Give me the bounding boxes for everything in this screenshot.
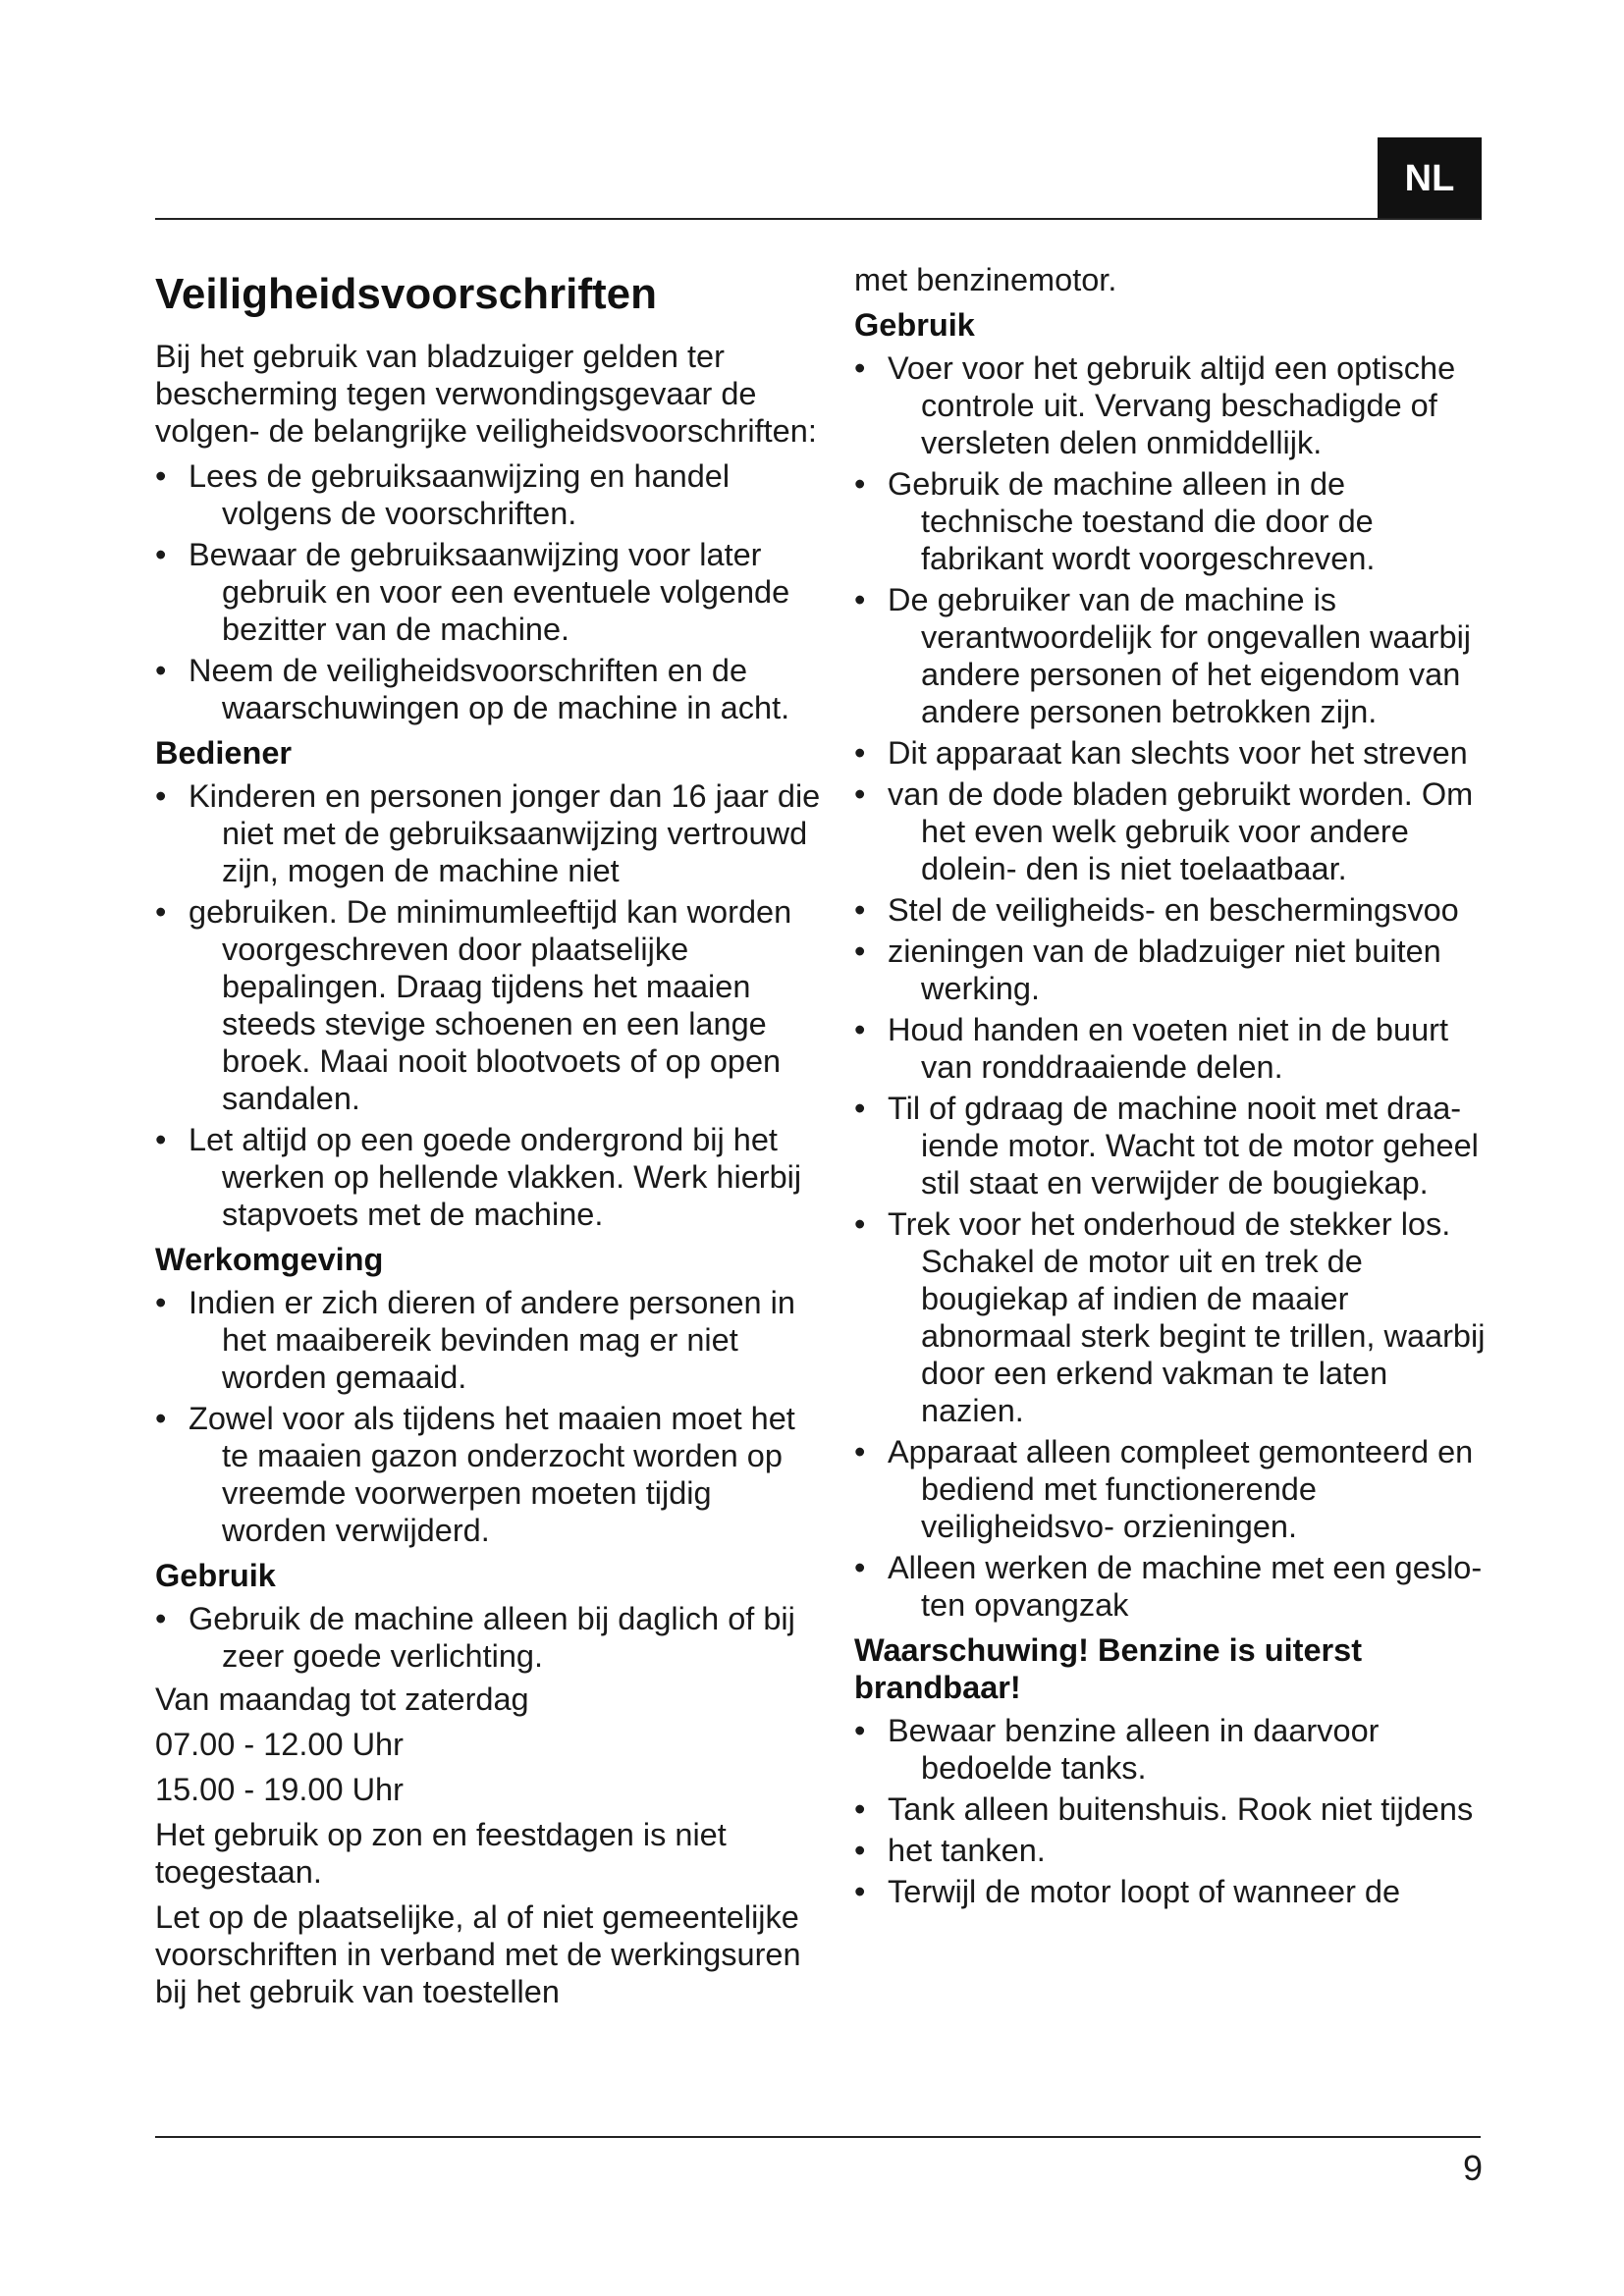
list-item: • van de dode bladen gebruikt worden. Om het even welk gebruik voor andere dolein- den is niet toelaatbaar. xyxy=(854,775,1492,887)
list-item: • Houd handen en voeten niet in de buurt van ronddraaiende delen. xyxy=(854,1011,1492,1086)
list-item: • Voer voor het gebruik altijd een optische controle uit. Vervang beschadigde of versleten delen onmiddellijk. xyxy=(854,349,1492,461)
list-item: • Neem de veiligheidsvoorschriften en de waarschuwingen op de machine in acht. xyxy=(155,652,823,726)
page-number: 9 xyxy=(1462,2148,1483,2188)
list-item: • Terwijl de motor loopt of wanneer de xyxy=(854,1873,1492,1910)
intro-paragraph: Bij het gebruik van bladzuiger gelden ter bescherming tegen verwondingsgevaar de volgen- de belangrijke veiligheidsvoorschriften: xyxy=(155,339,817,449)
hours-morning: 07.00 - 12.00 Uhr xyxy=(155,1727,404,1762)
list-item: • het tanken. xyxy=(854,1832,1492,1869)
section-heading-gebruik: Gebruik xyxy=(155,1558,276,1593)
hours-label: Van maandag tot zaterdag xyxy=(155,1682,529,1717)
list-item: • Dit apparaat kan slechts voor het streven xyxy=(854,734,1492,772)
list-item: • Gebruik de machine alleen bij daglich of bij zeer goede verlichting. xyxy=(155,1600,823,1675)
list-item: • Kinderen en personen jonger dan 16 jaar die niet met de gebruiksaanwijzing vertrouwd zijn, mogen de machine niet xyxy=(155,777,823,889)
list-item: • Bewaar benzine alleen in daarvoor bedoelde tanks. xyxy=(854,1712,1492,1787)
hours-afternoon: 15.00 - 19.00 Uhr xyxy=(155,1772,404,1807)
list-item: • Apparaat alleen compleet gemonteerd en bediend met functionerende veiligheidsvo- orzieningen. xyxy=(854,1433,1492,1545)
page-title: Veiligheidsvoorschriften xyxy=(155,270,658,318)
list-item: • Gebruik de machine alleen in de technische toestand die door de fabrikant wordt voorgeschreven. xyxy=(854,465,1492,577)
section-heading-gebruik: Gebruik xyxy=(854,307,975,343)
header-rule xyxy=(155,218,1481,220)
section-heading-werkomgeving: Werkomgeving xyxy=(155,1242,384,1277)
bediener-list xyxy=(155,777,823,1233)
continuation-text: met benzinemotor. xyxy=(854,262,1117,297)
intro-list xyxy=(155,457,823,726)
list-item: • Trek voor het onderhoud de stekker los. Schakel de motor uit en trek de bougiekap af indien de maaier abnormaal sterk begint te trillen, waarbij door een erkend vakman te laten nazien. xyxy=(854,1205,1492,1429)
right-column xyxy=(854,261,1492,1916)
list-item: • Indien er zich dieren of andere personen in het maaibereik bevinden mag er niet worden gemaaid. xyxy=(155,1284,823,1396)
language-tab: NL xyxy=(1378,137,1482,220)
list-item: • Zowel voor als tijdens het maaien moet het te maaien gazon onderzocht worden op vreemde voorwerpen moeten tijdig worden verwijderd. xyxy=(155,1400,823,1549)
list-item: • Til of gdraag de machine nooit met draa- iende motor. Wacht tot de motor geheel stil staat en verwijder de bougiekap. xyxy=(854,1090,1492,1201)
local-regulations-note: Let op de plaatselijke, al of niet gemeentelijke voorschriften in verband met de werkingsuren bij het gebruik van toestellen xyxy=(155,1899,801,2009)
section-heading-bediener: Bediener xyxy=(155,735,293,771)
gebruik-list-left xyxy=(155,1600,823,1675)
list-item: • De gebruiker van de machine is verantwoordelijk for ongevallen waarbij andere personen of het eigendom van andere personen betrokken zijn. xyxy=(854,581,1492,730)
list-item: • Bewaar de gebruiksaanwijzing voor later gebruik en voor een eventuele volgende bezitter van de machine. xyxy=(155,536,823,648)
list-item: • Stel de veiligheids- en beschermingsvoo xyxy=(854,891,1492,929)
list-item: • gebruiken. De minimumleeftijd kan worden voorgeschreven door plaatselijke bepalingen. Draag tijdens het maaien steeds stevige schoenen en een lange broek. Maai nooit blootvoets of op open sandalen. xyxy=(155,893,823,1117)
left-column xyxy=(155,261,823,2018)
list-item: • Tank alleen buitenshuis. Rook niet tijdens xyxy=(854,1790,1492,1828)
sunday-note: Het gebruik op zon en feestdagen is niet toegestaan. xyxy=(155,1817,727,1890)
warning-list xyxy=(854,1712,1492,1910)
list-item: • zieningen van de bladzuiger niet buiten werking. xyxy=(854,933,1492,1007)
footer-rule xyxy=(155,2136,1481,2138)
gebruik-list-right xyxy=(854,349,1492,1624)
list-item: • Let altijd op een goede ondergrond bij het werken op hellende vlakken. Werk hierbij stapvoets met de machine. xyxy=(155,1121,823,1233)
list-item: • Alleen werken de machine met een geslo- ten opvangzak xyxy=(854,1549,1492,1624)
list-item: • Lees de gebruiksaanwijzing en handel volgens de voorschriften. xyxy=(155,457,823,532)
werkomgeving-list xyxy=(155,1284,823,1549)
warning-heading: Waarschuwing! Benzine is uiterst brandbaar! xyxy=(854,1632,1363,1705)
